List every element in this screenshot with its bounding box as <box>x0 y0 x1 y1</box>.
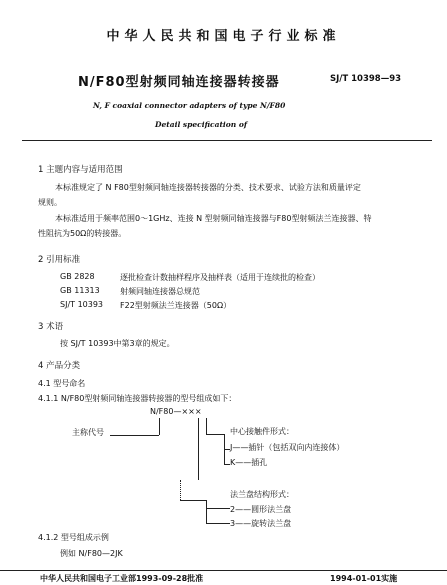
ref-desc-1: 逐批检查计数抽样程序及抽样表（适用于连续批的检查） <box>120 273 320 282</box>
contact-type-title: 中心接触件形式： <box>230 427 294 436</box>
section-4-1-1-text: 4.1.1 N/F80型射频同轴连接器转接器的型号组成如下： <box>38 394 237 403</box>
section-1-para-2-cont: 性阻抗为50Ω的转接器。 <box>38 229 127 238</box>
diagram-line <box>206 418 207 434</box>
ref-desc-3: F22型射频法兰连接器（50Ω） <box>120 301 232 310</box>
section-1-para-1: 本标准规定了 N F80型射频同轴连接器转接器的分类、技术要求、试验方法和质量评定 <box>55 183 361 192</box>
diagram-line <box>198 418 199 480</box>
document-title: N/F80型射频同轴连接器转接器 <box>78 75 280 90</box>
section-4-1-heading: 4.1 型号命名 <box>38 379 86 388</box>
section-4-1-2-heading: 4.1.2 型号组成示例 <box>38 533 109 542</box>
section-3-para: 按 SJ/T 10393中第3章的规定。 <box>60 339 175 348</box>
diagram-line <box>180 500 206 501</box>
contact-option-j: J——插针（包括双向内连接体） <box>230 443 345 452</box>
section-2-heading: 2 引用标准 <box>38 255 81 265</box>
approval-info: 中华人民共和国电子工业部1993-09-28批准 <box>40 574 204 583</box>
ref-code-1: GB 2828 <box>60 272 95 281</box>
section-4-heading: 4 产品分类 <box>38 361 81 371</box>
title-divider <box>22 140 432 141</box>
english-title-line-2: Detail specification of <box>155 120 248 129</box>
ref-code-2: GB 11313 <box>60 286 100 295</box>
flange-type-title: 法兰盘结构形式： <box>230 490 294 499</box>
standard-org-header: 中华人民共和国电子行业标准 <box>106 29 341 44</box>
section-3-heading: 3 术语 <box>38 322 64 332</box>
ref-desc-2: 射频同轴连接器总规范 <box>120 287 200 296</box>
diagram-line <box>110 435 159 436</box>
diagram-line <box>206 500 207 524</box>
ref-code-3: SJ/T 10393 <box>60 300 104 309</box>
model-example: 例如 N/F80—2JK <box>60 549 123 558</box>
footer-divider <box>0 570 447 571</box>
contact-option-k: K——插孔 <box>230 458 268 467</box>
diagram-line <box>206 508 230 509</box>
standard-number: SJ/T 10398—93 <box>330 74 402 84</box>
diagram-line <box>180 480 181 500</box>
flange-option-2: 2——圆形法兰盘 <box>230 505 292 514</box>
section-1-para-2: 本标准适用于频率范围0～1GHz、连接 N 型射频同轴连接器与F80型射频法兰连接器、特 <box>55 214 372 223</box>
section-1-para-1-cont: 规则。 <box>38 198 62 207</box>
effective-date: 1994-01-01实施 <box>330 574 398 583</box>
main-designation-label: 主称代号 <box>72 428 104 437</box>
diagram-line <box>206 434 224 435</box>
model-code: N/F80—××× <box>150 407 202 416</box>
section-1-heading: 1 主题内容与适用范围 <box>38 165 123 175</box>
diagram-line <box>206 523 230 524</box>
diagram-line <box>159 418 160 435</box>
flange-option-3: 3——旋转法兰盘 <box>230 519 292 528</box>
english-title-line-1: N, F coaxial connector adapters of type N/F80 <box>93 101 286 110</box>
